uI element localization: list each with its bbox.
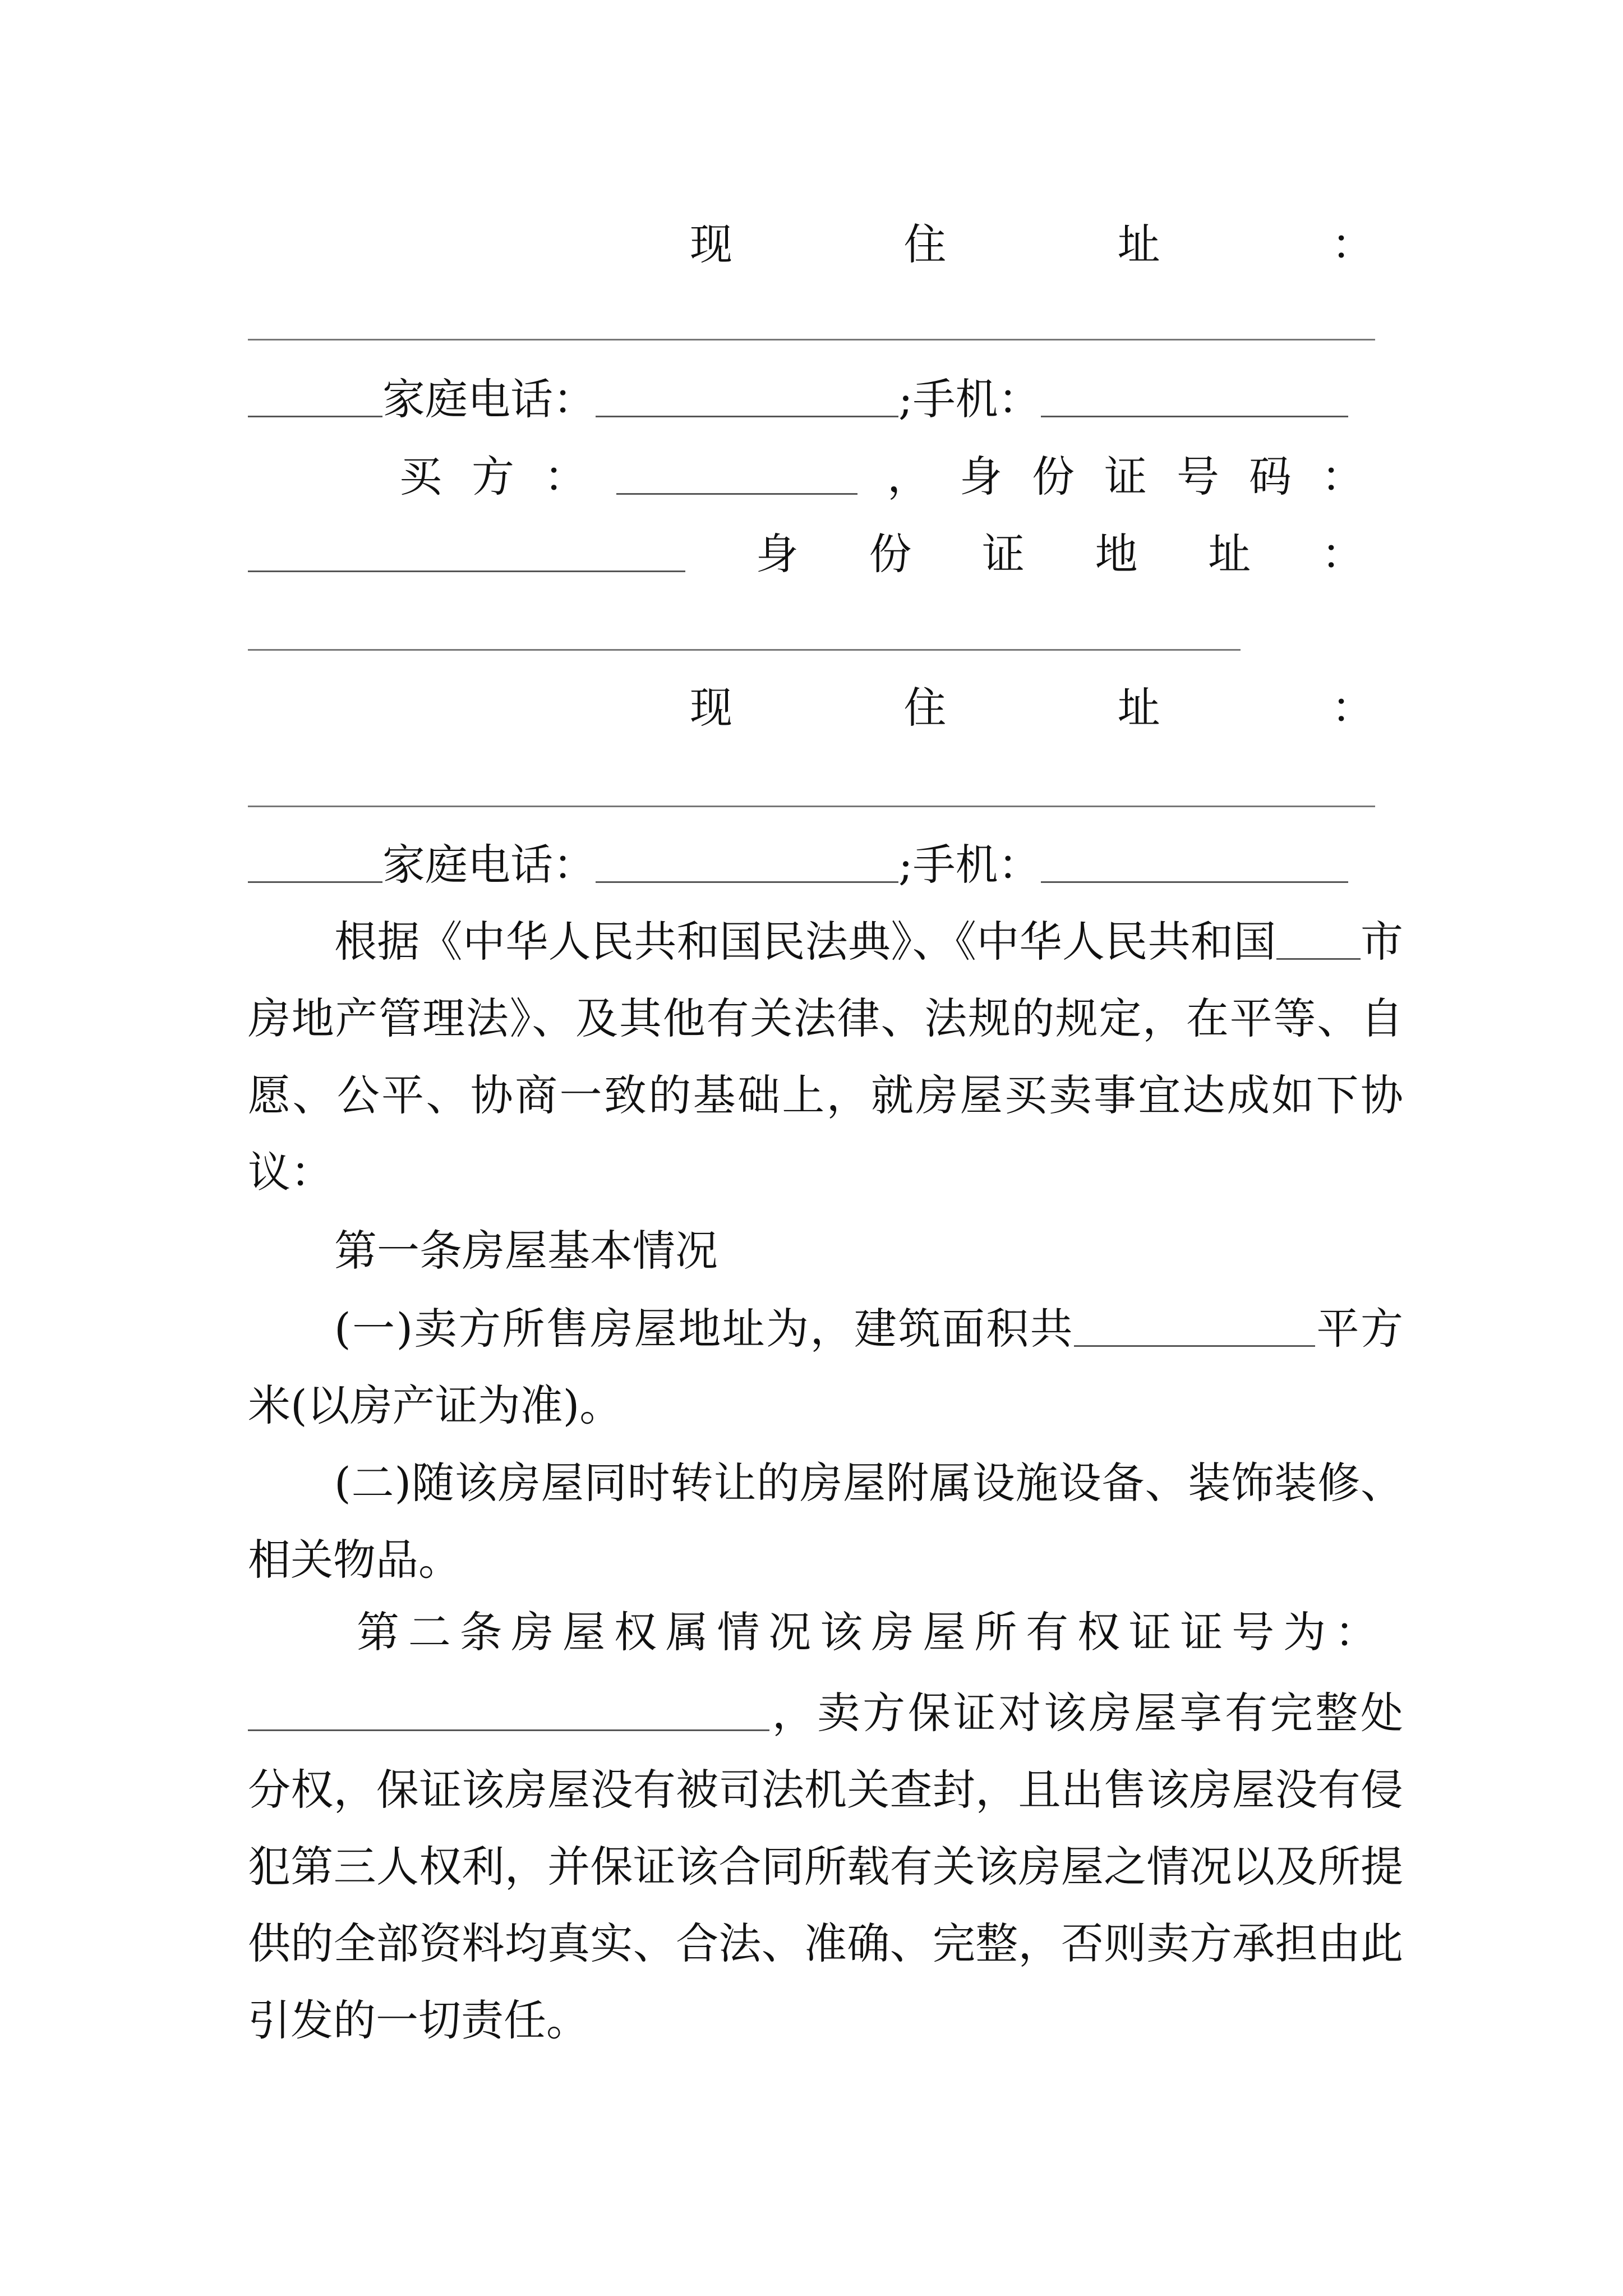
article2-body: ，卖方保证对该房屋享有完整处分权，保证该房屋没有被司法机关查封，且出售该房屋没有侵犯第三人权利，并保证该合同所载有关该房屋之情况以及所提供的全部资料均真实、合法、准确、完整，否则卖方承担由此引发的一切责任。 (248, 1688, 1403, 2045)
seller-home-phone-blank[interactable] (596, 382, 898, 417)
article1-title: 第一条房屋基本情况 (334, 1226, 718, 1276)
seller-current-address-label: 现 住 址 ： (690, 219, 1374, 269)
buyer-id-address-blank[interactable] (248, 649, 1241, 651)
buyer-phone-line: 家庭电话： ;手机： (248, 837, 1348, 893)
seller-mobile-blank[interactable] (1041, 382, 1348, 417)
buyer-id-number-blank[interactable] (248, 537, 685, 572)
article2-heading-char: ： (1334, 1607, 1377, 1657)
buyer-id-address-line: 身 份 证 地 址 ： (248, 526, 1364, 582)
article2-heading-char: 证 (1128, 1607, 1172, 1657)
article2-heading-char: 房 (511, 1607, 554, 1657)
article2-heading-char: 情 (717, 1607, 760, 1657)
article2-heading-char: 属 (665, 1607, 708, 1657)
article2-heading-char: 第 (357, 1607, 399, 1657)
seller-current-address-blank[interactable] (248, 339, 1375, 341)
article2-heading-char: 号 (1232, 1607, 1275, 1657)
buyer-current-address-label: 现 住 址 ： (690, 683, 1374, 733)
article2-heading-char: 权 (614, 1607, 657, 1657)
article2-heading-char: 屋 (562, 1607, 606, 1657)
article2-heading-char: 为 (1283, 1607, 1326, 1657)
buyer-current-address-blank[interactable] (248, 806, 1375, 807)
article2-heading-char: 权 (1077, 1607, 1120, 1657)
preamble-paragraph: 根据《中华人民共和国民法典》、《中华人民共和国 市房地产管理法》、及其他有关法律、法规的规定，在平等、自愿、公平、协商一致的基础上，就房屋买卖事宜达成如下协议： (248, 917, 1404, 1197)
article1-item1: (一)卖方所售房屋地址为，建筑面积共 平方米(以房产证为准)。 (248, 1304, 1403, 1430)
article1-item2: (二)随该房屋同时转让的房屋附属设施设备、装饰装修、相关物品。 (248, 1458, 1403, 1585)
buyer-home-phone-blank[interactable] (596, 848, 898, 883)
article2-heading-char: 证 (1180, 1607, 1223, 1657)
article2-heading-char: 所 (974, 1607, 1017, 1657)
seller-phone-line: 家庭电话： ;手机： (248, 371, 1348, 427)
buyer-line: 买 方 ： ， 身 份 证 号 码 ： (399, 452, 1364, 501)
buyer-mobile-blank[interactable] (1041, 848, 1348, 883)
article2-heading-char: 二 (408, 1607, 451, 1657)
city-blank[interactable] (1276, 924, 1361, 960)
article2-heading-char: 条 (459, 1607, 502, 1657)
article2-heading-char: 有 (1026, 1607, 1069, 1657)
article2-heading (357, 1604, 1377, 1660)
ownership-certificate-blank[interactable] (248, 1696, 769, 1731)
article2-heading-char: 屋 (923, 1607, 966, 1657)
building-area-blank[interactable] (1074, 1312, 1315, 1347)
article2-heading-char: 房 (871, 1607, 914, 1657)
buyer-phone-leading-blank[interactable] (248, 848, 382, 883)
article2-heading-char: 况 (768, 1607, 811, 1657)
buyer-name-blank[interactable] (616, 459, 857, 495)
seller-phone-leading-blank[interactable] (248, 382, 382, 417)
article2-heading-char: 该 (820, 1607, 863, 1657)
